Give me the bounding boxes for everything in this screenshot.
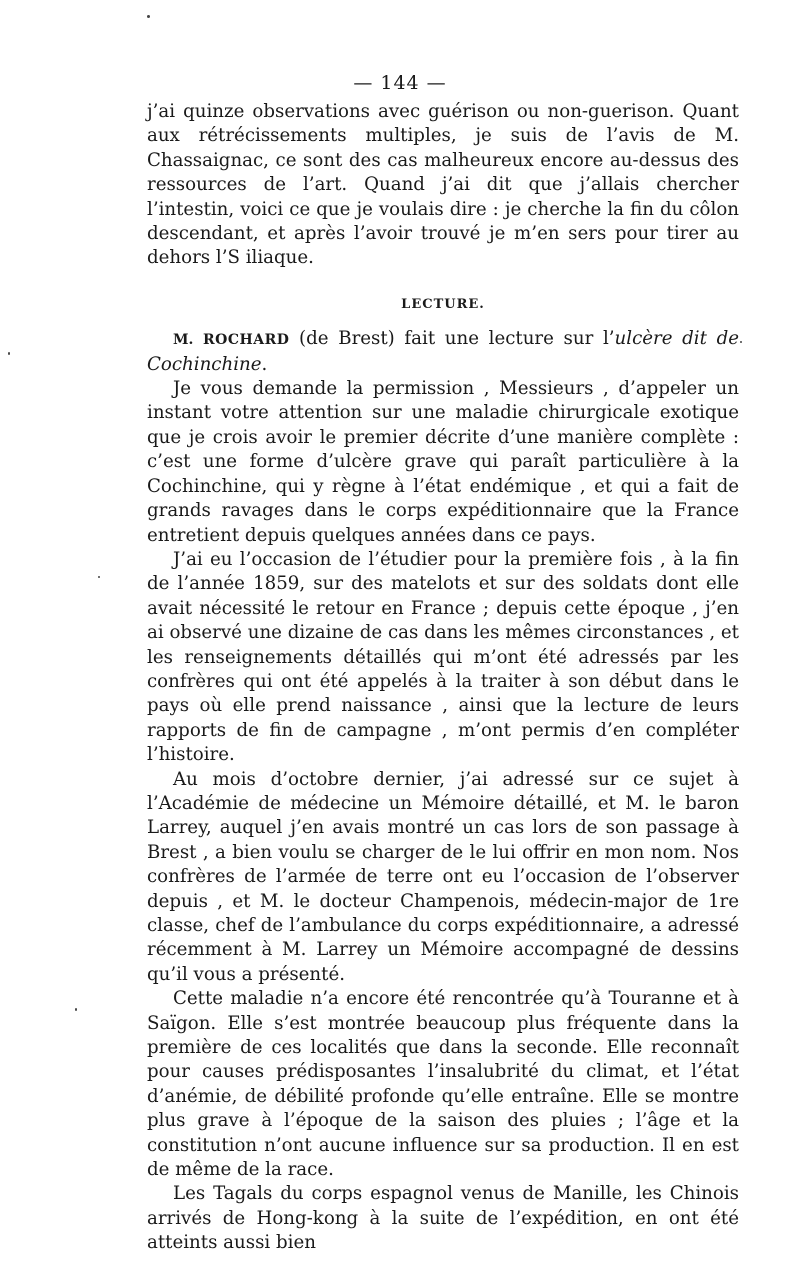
- page-body: [147, 100, 739, 1256]
- opening-paragraph: j’ai quinze observations avec guérison ou non-guerison. Quant aux rétrécissements multiples, je suis de l’avis de M. Chassaignac, ce sont des cas malheureux encore au-dessus des ressources de l’art. Quand j’ai dit que j’allais chercher l’intestin, voici ce que je voulais dire : je cherche la fin du côlon descendant, et après l’avoir trouvé je m’en sers pour tirer au dehors l’S iliaque.: [147, 101, 739, 269]
- body-paragraph: Au mois d’octobre dernier, j’ai adressé sur ce sujet à l’Académie de médecine un Mémoire détaillé, et M. le baron Larrey, auquel j’en avais montré un cas lors de son passage à Brest , a bien voulu se charger de le lui offrir en mon nom. Nos confrères de l’armée de terre ont eu l’occasion de l’observer depuis , et M. le docteur Champenois, médecin-major de 1re classe, chef de l’ambulance du corps expéditionnaire, a adressé récemment à M. Larrey un Mémoire accompagné de dessins qu’il vous a présenté.: [147, 768, 739, 985]
- speaker-intro: [147, 327, 739, 377]
- body-paragraph: J’ai eu l’occasion de l’étudier pour la première fois , à la fin de l’année 1859, sur des matelots et sur des soldats dont elle avait nécessité le retour en France ; depuis cette époque , j’en ai observé une dizaine de cas dans les mêmes circonstances , et les renseignements détaillés qui m’ont été adressés par les confrères qui ont été appelés à la traiter à son début dans le pays où elle prend naissance , ainsi que la lecture de leurs rapports de fin de campagne , m’ont permis d’en compléter l’histoire.: [147, 548, 739, 766]
- ink-speck: [75, 1008, 77, 1011]
- body-paragraph: Je vous demande la permission , Messieurs , d’appeler un instant votre attention sur une maladie chirurgicale exotique que je crois avoir le premier décrite d’une manière complète : c’est une forme d’ulcère grave qui paraît particulière à la Cochinchine, qui y règne à l’état endémique , et qui a fait de grands ravages dans le corps expéditionnaire que la France entretient depuis quelques années dans ce pays.: [147, 378, 739, 546]
- ink-speck: [147, 15, 150, 18]
- speaker-prefix: M.: [173, 332, 194, 349]
- page-number: — 144 —: [353, 72, 447, 94]
- speaker-name: ROCHARD: [203, 332, 290, 349]
- ink-speck: [740, 341, 742, 343]
- body-paragraph: Les Tagals du corps espagnol venus de Manille, les Chinois arrivés de Hong-kong à la suite de l’expédition, en ont été atteints aussi bien: [147, 1183, 739, 1254]
- lecture-title: ulcère dit de Cochinchine: [147, 328, 739, 375]
- section-heading: LECTURE.: [401, 296, 485, 312]
- speaker-intro-text: (de Brest) fait une lecture sur l’: [289, 328, 615, 350]
- body-paragraph: Cette maladie n’a encore été rencontrée qu’à Touranne et à Saïgon. Elle s’est montrée beaucoup plus fréquente dans la première de ces localités que dans la seconde. Elle reconnaît pour causes prédisposantes l’insalubrité du climat, et l’état d’anémie, de débilité profonde qu’elle entraîne. Elle se montre plus grave à l’époque de la saison des pluies ; l’âge et la constitution n’ont aucune influence sur sa production. Il en est de même de la race.: [147, 988, 739, 1181]
- ink-speck: [98, 576, 100, 578]
- speaker-intro-suffix: .: [261, 353, 268, 375]
- ink-speck: [8, 352, 10, 355]
